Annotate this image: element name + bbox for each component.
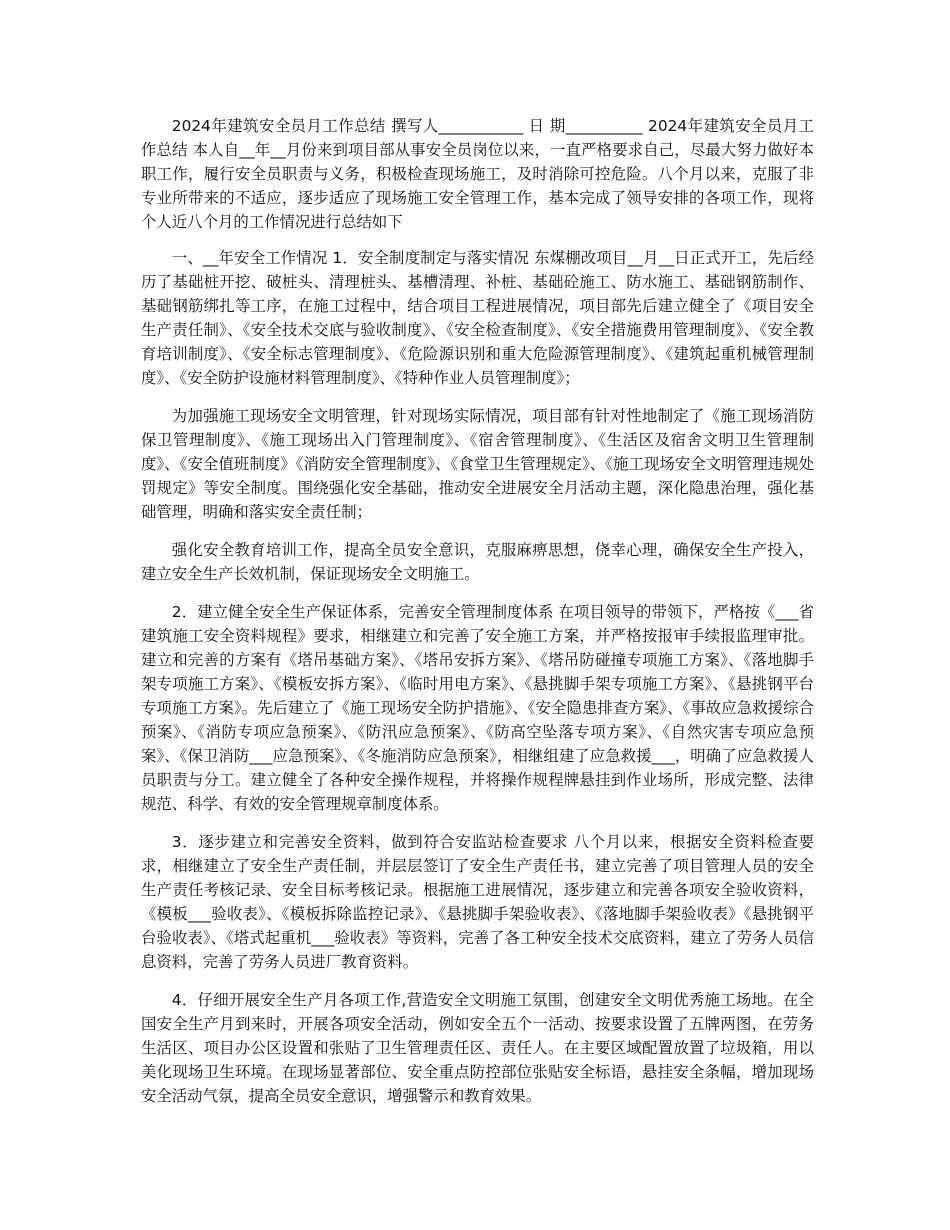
paragraph-section-1: 一、__年安全工作情况 1．安全制度制定与落实情况 东煤棚改项目__月__日正式开工，先后经历了基础桩开挖、破桩头、清理桩头、基槽清理、补桩、基础砼施工、防水施工、基础钢筋制作、基础钢筋绑扎等工序，在施工过程中，结合项目工程进展情况，项目部先后建立健全了《项目安全生产责任制》、《安全技术交底与验收制度》、《安全检查制度》、《安全措施费用管理制度》、《安全教育培训制度》、《安全标志管理制度》、《危险源识别和重大危险源管理制度》、《建筑起重机械管理制度》、《安全防护设施材料管理制度》、《特种作业人员管理制度》； [141, 249, 814, 387]
paragraph-section-4: 4．仔细开展安全生产月各项工作,营造安全文明施工氛围，创建安全文明优秀施工场地。在全国安全生产月到来时，开展各项安全活动，例如安全五个一活动、按要求设置了五牌两图，在劳务生活区、项目办公区设置和张贴了卫生管理责任区、责任人。在主要区域配置放置了垃圾箱，用以美化现场卫生环境。在现场显著部位、安全重点防控部位张贴安全标语，悬挂安全条幅，增加现场安全活动气氛，提高全员安全意识，增强警示和教育效果。 [141, 991, 814, 1105]
paragraph-site-management: 为加强施工现场安全文明管理，针对现场实际情况，项目部有针对性地制定了《施工现场消防保卫管理制度》、《施工现场出入门管理制度》、《宿舍管理制度》、《生活区及宿舍文明卫生管理制度》、《安全值班制度》《消防安全管理制度》、《食堂卫生管理规定》、《施工现场安全文明管理违规处罚规定》等安全制度。围绕强化安全基础，推动安全进展安全月活动主题，深化隐患治理，强化基础管理，明确和落实安全责任制； [141, 407, 814, 521]
paragraph-training: 强化安全教育培训工作，提高全员安全意识，克服麻痹思想，侥幸心理，确保安全生产投入，建立安全生产长效机制，保证现场安全文明施工。 [141, 541, 814, 583]
paragraph-intro: 2024年建筑安全员月工作总结 撰写人___________ 日 期__________ 2024年建筑安全员月工作总结 本人自__年__月份来到项目部从事安全员岗位以来，一直严格要求自己，尽最大努力做好本职工作，履行安全员职责与义务，积极检查现场施工，及时消除可控危险。八个月以来，克服了非专业所带来的不适应，逐步适应了现场施工安全管理工作，基本完成了领导安排的各项工作，现将个人近八个月的工作情况进行总结如下 [141, 117, 814, 231]
paragraph-section-2: 2．建立健全安全生产保证体系，完善安全管理制度体系 在项目领导的带领下，严格按《___省建筑施工安全资料规程》要求，相继建立和完善了安全施工方案，并严格按报审手续报监理审批。建立和完善的方案有《塔吊基础方案》、《塔吊安拆方案》、《塔吊防碰撞专项施工方案》、《落地脚手架专项施工方案》、《模板安拆方案》、《临时用电方案》、《悬挑脚手架专项施工方案》、《悬挑钢平台专项施工方案》。先后建立了《施工现场安全防护措施》、《安全隐患排查方案》、《事故应急救援综合预案》、《消防专项应急预案》、《防汛应急预案》、《防高空坠落专项方案》、《自然灾害专项应急预案》、《保卫消防___应急预案》、《冬施消防应急预案》，相继组建了应急救援___，明确了应急救援人员职责与分工。建立健全了各种安全操作规程，并将操作规程牌悬挂到作业场所，形成完整、法律规范、科学、有效的安全管理规章制度体系。 [141, 603, 814, 813]
paragraph-section-3: 3．逐步建立和完善安全资料，做到符合安监站检查要求 八个月以来，根据安全资料检查要求，相继建立了安全生产责任制，并层层签订了安全生产责任书，建立完善了项目管理人员的安全生产责任考核记录、安全目标考核记录。根据施工进展情况，逐步建立和完善各项安全验收资料，《模板___验收表》、《模板拆除监控记录》、《悬挑脚手架验收表》、《落地脚手架验收表》《悬挑钢平台验收表》、《塔式起重机___验收表》等资料，完善了各工种安全技术交底资料，建立了劳务人员信息资料，完善了劳务人员进厂教育资料。 [141, 833, 814, 971]
document-page [141, 114, 814, 1122]
